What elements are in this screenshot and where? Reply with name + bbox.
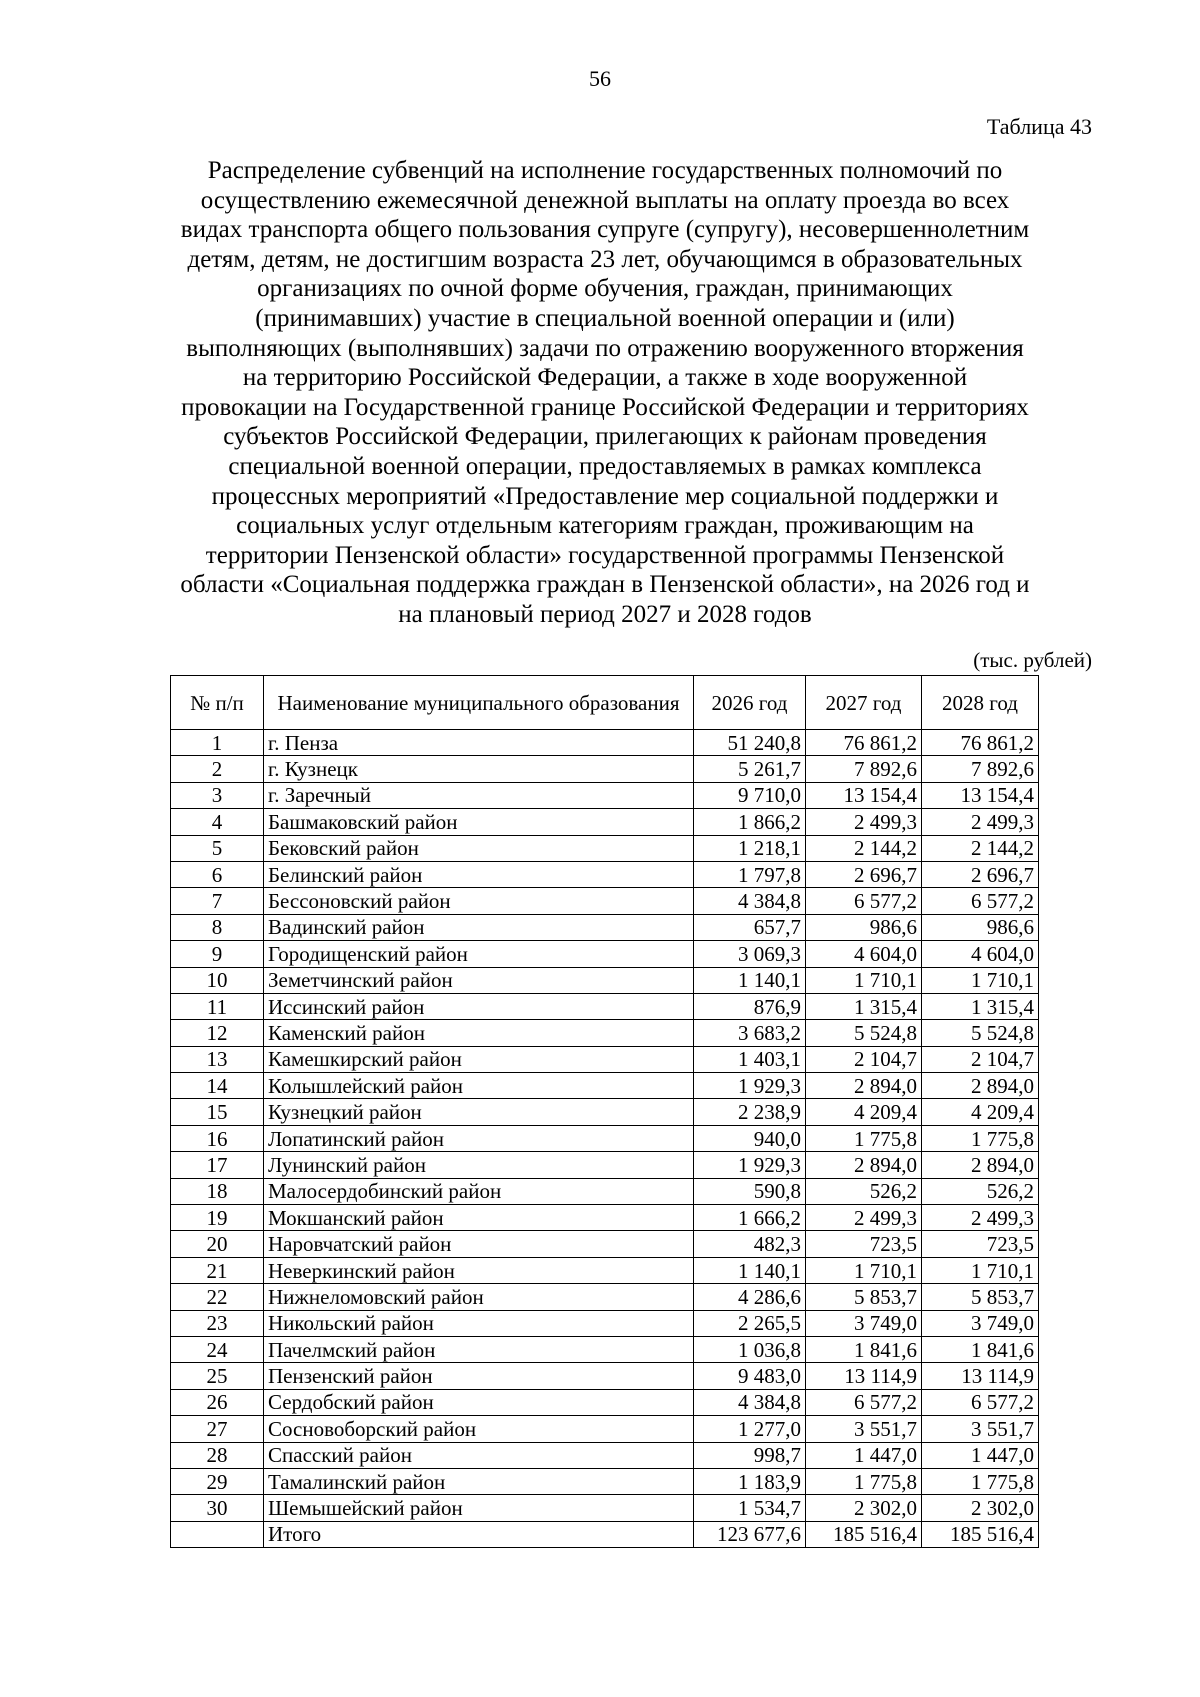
cell-2027: 6 577,2 [806, 888, 922, 914]
table-row [171, 1125, 1039, 1151]
cell-2027: 1 775,8 [806, 1125, 922, 1151]
cell-2026: 1 797,8 [694, 861, 806, 887]
subvention-table [170, 675, 1039, 1548]
cell-2027: 4 209,4 [806, 1099, 922, 1125]
cell-2026: 1 866,2 [694, 809, 806, 835]
cell-number: 2 [171, 756, 264, 782]
table-row [171, 756, 1039, 782]
table-row [171, 1231, 1039, 1257]
cell-2027: 5 524,8 [806, 1020, 922, 1046]
table-row [171, 1257, 1039, 1283]
cell-2028: 6 577,2 [922, 1389, 1039, 1415]
title-line: организациях по очной форме обучения, граждан, принимающих [257, 275, 953, 303]
cell-2026: 4 384,8 [694, 888, 806, 914]
cell-2027: 1 447,0 [806, 1442, 922, 1468]
cell-number: 5 [171, 835, 264, 861]
cell-2027: 2 302,0 [806, 1495, 922, 1521]
cell-municipality: Лунинский район [264, 1152, 694, 1178]
cell-2026: 1 929,3 [694, 1152, 806, 1178]
cell-2026: 1 036,8 [694, 1336, 806, 1362]
header-municipality: Наименование муниципального образования [264, 676, 694, 730]
cell-2027: 2 499,3 [806, 1205, 922, 1231]
cell-municipality: Сердобский район [264, 1389, 694, 1415]
cell-2026: 1 140,1 [694, 967, 806, 993]
title-line: осуществлению ежемесячной денежной выплаты на оплату проезда во всех [200, 186, 1010, 214]
cell-municipality: Сосновоборский район [264, 1416, 694, 1442]
cell-2026: 51 240,8 [694, 730, 806, 756]
cell-2028: 13 154,4 [922, 782, 1039, 808]
cell-number: 23 [171, 1310, 264, 1336]
header-2027: 2027 год [806, 676, 922, 730]
cell-2026: 123 677,6 [694, 1521, 806, 1547]
table-row [171, 1336, 1039, 1362]
cell-municipality: Лопатинский район [264, 1125, 694, 1151]
cell-2028: 13 114,9 [922, 1363, 1039, 1389]
cell-number: 10 [171, 967, 264, 993]
table-label: Таблица 43 [986, 114, 1092, 139]
table-row [171, 941, 1039, 967]
table-total-row [171, 1521, 1039, 1547]
table-row [171, 1099, 1039, 1125]
cell-2026: 1 218,1 [694, 835, 806, 861]
cell-number: 30 [171, 1495, 264, 1521]
cell-number: 6 [171, 861, 264, 887]
cell-2026: 1 666,2 [694, 1205, 806, 1231]
cell-municipality: Бессоновский район [264, 888, 694, 914]
cell-number: 14 [171, 1073, 264, 1099]
cell-2028: 2 104,7 [922, 1046, 1039, 1072]
cell-2027: 7 892,6 [806, 756, 922, 782]
cell-municipality: Иссинский район [264, 993, 694, 1019]
cell-2026: 1 534,7 [694, 1495, 806, 1521]
cell-number: 12 [171, 1020, 264, 1046]
cell-2026: 482,3 [694, 1231, 806, 1257]
cell-2028: 1 315,4 [922, 993, 1039, 1019]
cell-2028: 1 841,6 [922, 1336, 1039, 1362]
cell-municipality: Бековский район [264, 835, 694, 861]
cell-2028: 3 749,0 [922, 1310, 1039, 1336]
cell-number: 9 [171, 941, 264, 967]
cell-2028: 2 499,3 [922, 1205, 1039, 1231]
cell-2026: 2 238,9 [694, 1099, 806, 1125]
cell-2028: 2 894,0 [922, 1152, 1039, 1178]
table-row [171, 1073, 1039, 1099]
cell-2026: 2 265,5 [694, 1310, 806, 1336]
cell-2028: 1 447,0 [922, 1442, 1039, 1468]
cell-municipality: Мокшанский район [264, 1205, 694, 1231]
cell-2028: 5 524,8 [922, 1020, 1039, 1046]
cell-2028: 723,5 [922, 1231, 1039, 1257]
table-header-row [171, 676, 1039, 730]
table-row [171, 914, 1039, 940]
cell-number: 3 [171, 782, 264, 808]
cell-2028: 5 853,7 [922, 1284, 1039, 1310]
cell-2026: 4 286,6 [694, 1284, 806, 1310]
cell-2028: 2 894,0 [922, 1073, 1039, 1099]
cell-2026: 4 384,8 [694, 1389, 806, 1415]
title-line: видах транспорта общего пользования супруге (супругу), несовершеннолетним [180, 216, 1030, 244]
cell-number: 28 [171, 1442, 264, 1468]
cell-2026: 3 069,3 [694, 941, 806, 967]
cell-2027: 13 114,9 [806, 1363, 922, 1389]
cell-2028: 76 861,2 [922, 730, 1039, 756]
cell-2028: 2 144,2 [922, 835, 1039, 861]
cell-2027: 1 841,6 [806, 1336, 922, 1362]
cell-number: 17 [171, 1152, 264, 1178]
cell-municipality: г. Заречный [264, 782, 694, 808]
cell-2027: 2 104,7 [806, 1046, 922, 1072]
cell-2028: 2 499,3 [922, 809, 1039, 835]
cell-2026: 5 261,7 [694, 756, 806, 782]
cell-2027: 76 861,2 [806, 730, 922, 756]
cell-number: 25 [171, 1363, 264, 1389]
title-line: области «Социальная поддержка граждан в Пензенской области», на 2026 год и [180, 571, 1030, 599]
table-row [171, 967, 1039, 993]
cell-number: 15 [171, 1099, 264, 1125]
cell-number: 4 [171, 809, 264, 835]
cell-municipality: Тамалинский район [264, 1468, 694, 1494]
cell-2027: 1 710,1 [806, 967, 922, 993]
cell-2028: 1 775,8 [922, 1468, 1039, 1494]
cell-municipality: Никольский район [264, 1310, 694, 1336]
table-row [171, 1178, 1039, 1204]
cell-municipality: Малосердобинский район [264, 1178, 694, 1204]
cell-2026: 876,9 [694, 993, 806, 1019]
table-row [171, 1152, 1039, 1178]
table-row [171, 730, 1039, 756]
cell-2028: 4 604,0 [922, 941, 1039, 967]
table-row [171, 888, 1039, 914]
page-number: 56 [589, 66, 611, 91]
cell-2028: 185 516,4 [922, 1521, 1039, 1547]
cell-2027: 1 315,4 [806, 993, 922, 1019]
cell-number: 16 [171, 1125, 264, 1151]
header-2028: 2028 год [922, 676, 1039, 730]
cell-number: 18 [171, 1178, 264, 1204]
cell-municipality: г. Кузнецк [264, 756, 694, 782]
cell-2027: 2 144,2 [806, 835, 922, 861]
cell-2026: 1 403,1 [694, 1046, 806, 1072]
cell-number: 22 [171, 1284, 264, 1310]
cell-2026: 998,7 [694, 1442, 806, 1468]
cell-2028: 526,2 [922, 1178, 1039, 1204]
cell-number: 21 [171, 1257, 264, 1283]
cell-2027: 2 894,0 [806, 1073, 922, 1099]
cell-municipality: Колышлейский район [264, 1073, 694, 1099]
cell-municipality: Вадинский район [264, 914, 694, 940]
cell-number: 27 [171, 1416, 264, 1442]
cell-2026: 3 683,2 [694, 1020, 806, 1046]
cell-2027: 3 749,0 [806, 1310, 922, 1336]
document-title [108, 156, 1102, 630]
title-line: провокации на Государственной границе Российской Федерации и территориях [181, 393, 1029, 421]
cell-number [171, 1521, 264, 1547]
cell-number: 20 [171, 1231, 264, 1257]
cell-number: 7 [171, 888, 264, 914]
cell-2028: 1 710,1 [922, 1257, 1039, 1283]
cell-municipality: Шемышейский район [264, 1495, 694, 1521]
title-line: специальной военной операции, предоставляемых в рамках комплекса [228, 452, 982, 480]
cell-2028: 4 209,4 [922, 1099, 1039, 1125]
cell-2027: 1 775,8 [806, 1468, 922, 1494]
cell-2027: 986,6 [806, 914, 922, 940]
cell-2028: 1 710,1 [922, 967, 1039, 993]
title-line: выполняющих (выполнявших) задачи по отражению вооруженного вторжения [186, 334, 1024, 362]
cell-2027: 4 604,0 [806, 941, 922, 967]
cell-number: 24 [171, 1336, 264, 1362]
cell-2027: 185 516,4 [806, 1521, 922, 1547]
cell-2026: 1 277,0 [694, 1416, 806, 1442]
cell-municipality: Итого [264, 1521, 694, 1547]
cell-municipality: Башмаковский район [264, 809, 694, 835]
cell-2027: 3 551,7 [806, 1416, 922, 1442]
title-line: территории Пензенской области» государственной программы Пензенской [205, 541, 1005, 569]
table-row [171, 1416, 1039, 1442]
table-row [171, 1205, 1039, 1231]
cell-2027: 13 154,4 [806, 782, 922, 808]
units-label: (тыс. рублей) [973, 648, 1092, 672]
cell-2026: 1 929,3 [694, 1073, 806, 1099]
cell-municipality: Пачелмский район [264, 1336, 694, 1362]
table-row [171, 1442, 1039, 1468]
table-row [171, 809, 1039, 835]
table-row [171, 1020, 1039, 1046]
cell-number: 19 [171, 1205, 264, 1231]
cell-2028: 986,6 [922, 914, 1039, 940]
cell-2026: 9 483,0 [694, 1363, 806, 1389]
cell-2026: 1 183,9 [694, 1468, 806, 1494]
table-row [171, 835, 1039, 861]
cell-municipality: Белинский район [264, 861, 694, 887]
title-line: процессных мероприятий «Предоставление мер социальной поддержки и [211, 482, 999, 510]
cell-municipality: Кузнецкий район [264, 1099, 694, 1125]
table-row [171, 1046, 1039, 1072]
title-line: на территорию Российской Федерации, а также в ходе вооруженной [242, 364, 968, 392]
cell-2027: 723,5 [806, 1231, 922, 1257]
cell-municipality: Городищенский район [264, 941, 694, 967]
table-row [171, 993, 1039, 1019]
table-row [171, 1363, 1039, 1389]
cell-2027: 5 853,7 [806, 1284, 922, 1310]
cell-2028: 6 577,2 [922, 888, 1039, 914]
cell-number: 8 [171, 914, 264, 940]
cell-2028: 3 551,7 [922, 1416, 1039, 1442]
cell-number: 1 [171, 730, 264, 756]
cell-2026: 9 710,0 [694, 782, 806, 808]
table-row [171, 1284, 1039, 1310]
table-row [171, 1468, 1039, 1494]
cell-number: 11 [171, 993, 264, 1019]
table-row [171, 1389, 1039, 1415]
cell-number: 26 [171, 1389, 264, 1415]
cell-municipality: Земетчинский район [264, 967, 694, 993]
header-2026: 2026 год [694, 676, 806, 730]
table-row [171, 861, 1039, 887]
title-line: социальных услуг отдельным категориям граждан, проживающим на [236, 512, 974, 540]
cell-2026: 940,0 [694, 1125, 806, 1151]
cell-2028: 2 696,7 [922, 861, 1039, 887]
cell-2028: 2 302,0 [922, 1495, 1039, 1521]
cell-municipality: Неверкинский район [264, 1257, 694, 1283]
cell-municipality: Камешкирский район [264, 1046, 694, 1072]
cell-number: 29 [171, 1468, 264, 1494]
title-line: субъектов Российской Федерации, прилегающих к районам проведения [223, 423, 987, 451]
cell-2026: 657,7 [694, 914, 806, 940]
cell-2027: 526,2 [806, 1178, 922, 1204]
title-line: Распределение субвенций на исполнение государственных полномочий по [207, 157, 1003, 184]
cell-2027: 2 894,0 [806, 1152, 922, 1178]
cell-municipality: Наровчатский район [264, 1231, 694, 1257]
table-row [171, 1495, 1039, 1521]
header-number: № п/п [171, 676, 264, 730]
table-row [171, 782, 1039, 808]
title-line: (принимавших) участие в специальной военной операции и (или) [255, 304, 955, 332]
cell-number: 13 [171, 1046, 264, 1072]
title-line: детям, детям, не достигшим возраста 23 лет, обучающимся в образовательных [187, 245, 1023, 273]
title-line: на плановый период 2027 и 2028 годов [398, 600, 812, 628]
cell-municipality: Каменский район [264, 1020, 694, 1046]
table-row [171, 1310, 1039, 1336]
cell-2026: 1 140,1 [694, 1257, 806, 1283]
cell-2026: 590,8 [694, 1178, 806, 1204]
cell-2027: 2 696,7 [806, 861, 922, 887]
cell-municipality: г. Пенза [264, 730, 694, 756]
cell-2027: 6 577,2 [806, 1389, 922, 1415]
cell-2028: 7 892,6 [922, 756, 1039, 782]
cell-municipality: Нижнеломовский район [264, 1284, 694, 1310]
cell-municipality: Спасский район [264, 1442, 694, 1468]
cell-2028: 1 775,8 [922, 1125, 1039, 1151]
cell-municipality: Пензенский район [264, 1363, 694, 1389]
cell-2027: 1 710,1 [806, 1257, 922, 1283]
cell-2027: 2 499,3 [806, 809, 922, 835]
